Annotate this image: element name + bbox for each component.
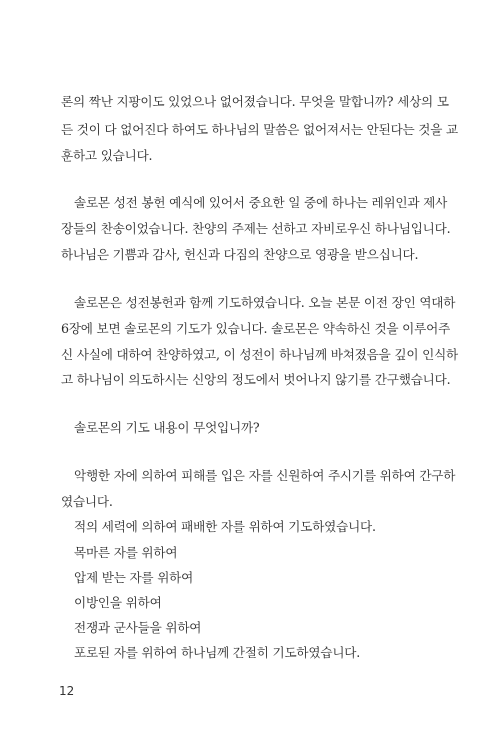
- body-text-line: 적의 세력에 의하여 패배한 자를 위하여 기도하였습니다.: [74, 519, 376, 534]
- body-text-line: 훈하고 있습니다.: [61, 148, 153, 163]
- body-text-line: 압제 받는 자를 위하여: [74, 570, 194, 585]
- body-text-line: 전쟁과 군사들을 위하여: [74, 620, 202, 635]
- body-text-line: 고 하나님이 의도하시는 신앙의 정도에서 벗어나지 않기를 간구했습니다.: [61, 372, 451, 387]
- body-text-line: 든 것이 다 없어진다 하여도 하나님의 말씀은 없어져서는 안된다는 것을 교: [61, 122, 458, 137]
- body-text-line: 하나님은 기쁨과 감사, 헌신과 다짐의 찬양으로 영광을 받으십니다.: [61, 247, 419, 262]
- body-text-line: 론의 짝난 지팡이도 있었으나 없어졌습니다. 무엇을 말합니까? 세상의 모: [61, 94, 449, 109]
- body-text-line: 신 사실에 대하여 찬양하였고, 이 성전이 하나님께 바쳐졌음을 깊이 인식하: [61, 347, 458, 362]
- body-text-line: 였습니다.: [61, 494, 113, 509]
- body-text-line: 6장에 보면 솔로몬의 기도가 있습니다. 솔로몬은 약속하신 것을 이루어주: [61, 321, 451, 336]
- body-text-line: 목마른 자를 위하여: [74, 545, 178, 560]
- body-text-line: 포로된 자를 위하여 하나님께 간절히 기도하였습니다.: [74, 645, 361, 660]
- body-text-line: 솔로몬의 기도 내용이 무엇입니까?: [74, 420, 260, 435]
- body-text-line: 솔로몬 성전 봉헌 예식에 있어서 중요한 일 중에 하나는 레위인과 제사: [74, 195, 448, 210]
- body-text-line: 장들의 찬송이었습니다. 찬양의 주제는 선하고 자비로우신 하나님입니다.: [61, 221, 451, 236]
- page-number: 12: [59, 684, 75, 698]
- body-text-line: 악행한 자에 의하여 피해를 입은 자를 신원하여 주시기를 위하여 간구하: [74, 468, 456, 483]
- body-text-line: 이방인을 위하여: [74, 595, 162, 610]
- body-text-line: 솔로몬은 성전봉헌과 함께 기도하였습니다. 오늘 본문 이전 장인 역대하: [74, 295, 456, 310]
